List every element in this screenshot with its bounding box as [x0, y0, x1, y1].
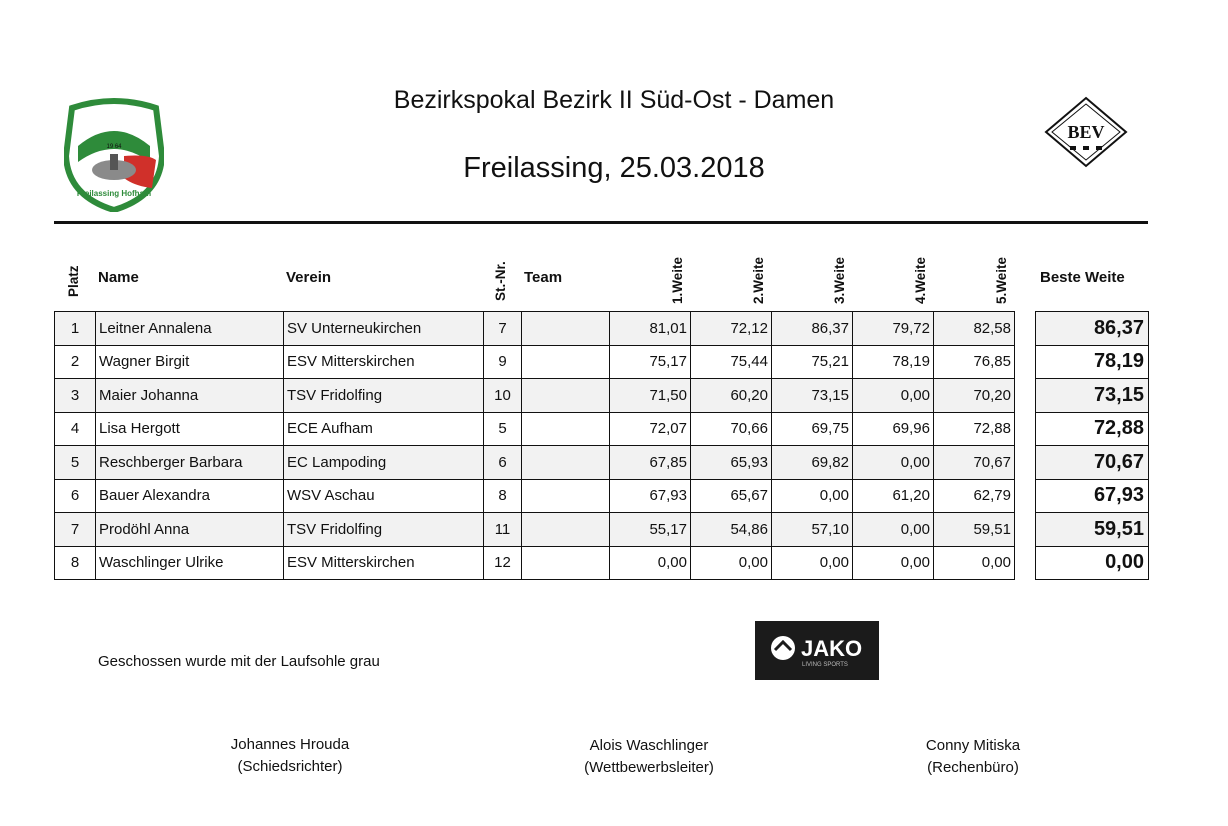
club-logo-text-top: Eisstockclub	[83, 108, 145, 119]
cell-weite-4: 0,00	[853, 546, 934, 580]
cell-weite-2: 65,93	[691, 446, 772, 480]
club-logo-text-bottom: Freilassing Hofham	[76, 189, 152, 198]
cell-weite-3: 75,21	[772, 345, 853, 379]
cell-weite-4: 78,19	[853, 345, 934, 379]
cell-stnr: 8	[484, 479, 522, 513]
club-logo-year: 19 64	[106, 144, 122, 150]
cell-name: Waschlinger Ulrike	[96, 546, 284, 580]
col-header-weite-1: 1.Weite	[670, 256, 685, 304]
cell-verein: EC Lampoding	[284, 446, 484, 480]
cell-weite-4: 0,00	[853, 446, 934, 480]
cell-weite-5: 0,00	[934, 546, 1015, 580]
cell-beste-weite: 86,37	[1036, 312, 1149, 346]
cell-beste-weite: 72,88	[1036, 412, 1149, 446]
cell-weite-1: 72,07	[610, 412, 691, 446]
cell-weite-4: 0,00	[853, 379, 934, 413]
cell-weite-5: 72,88	[934, 412, 1015, 446]
sponsor-logo	[755, 621, 879, 680]
cell-weite-1: 0,00	[610, 546, 691, 580]
best-row	[1036, 345, 1149, 379]
header-divider	[54, 221, 1148, 224]
cell-team	[522, 379, 610, 413]
cell-weite-2: 0,00	[691, 546, 772, 580]
cell-weite-3: 73,15	[772, 379, 853, 413]
best-row	[1036, 479, 1149, 513]
cell-name: Maier Johanna	[96, 379, 284, 413]
cell-weite-3: 0,00	[772, 479, 853, 513]
cell-platz: 1	[55, 312, 96, 346]
col-header-weite-3: 3.Weite	[832, 256, 847, 304]
cell-verein: SV Unterneukirchen	[284, 312, 484, 346]
signature-rechenbuero	[863, 735, 1083, 779]
cell-weite-2: 72,12	[691, 312, 772, 346]
cell-platz: 8	[55, 546, 96, 580]
cell-weite-1: 71,50	[610, 379, 691, 413]
signature-name: Alois Waschlinger	[589, 737, 709, 754]
col-header-stnr: St.-Nr.	[493, 261, 508, 301]
page-subtitle: Freilassing, 25.03.2018	[463, 152, 765, 184]
cell-stnr: 6	[484, 446, 522, 480]
best-row	[1036, 379, 1149, 413]
signature-role: (Wettbewerbsleiter)	[584, 759, 714, 776]
cell-stnr: 5	[484, 412, 522, 446]
best-row	[1036, 312, 1149, 346]
best-row	[1036, 513, 1149, 547]
cell-name: Reschberger Barbara	[96, 446, 284, 480]
cell-team	[522, 345, 610, 379]
table-row	[55, 379, 1015, 413]
cell-weite-3: 0,00	[772, 546, 853, 580]
table-row	[55, 513, 1015, 547]
col-header-beste-weite: Beste Weite	[1040, 269, 1125, 286]
cell-verein: ECE Aufham	[284, 412, 484, 446]
cell-weite-2: 70,66	[691, 412, 772, 446]
best-row	[1036, 412, 1149, 446]
signature-role: (Rechenbüro)	[927, 759, 1019, 776]
cell-weite-1: 67,85	[610, 446, 691, 480]
cell-stnr: 12	[484, 546, 522, 580]
best-row	[1036, 546, 1149, 580]
table-row	[55, 312, 1015, 346]
signature-name: Johannes Hrouda	[230, 736, 350, 753]
cell-weite-2: 65,67	[691, 479, 772, 513]
cell-weite-4: 61,20	[853, 479, 934, 513]
cell-verein: ESV Mitterskirchen	[284, 345, 484, 379]
results-table	[54, 311, 1015, 580]
col-header-weite-4: 4.Weite	[913, 256, 928, 304]
col-header-platz: Platz	[66, 265, 81, 297]
cell-weite-1: 55,17	[610, 513, 691, 547]
cell-stnr: 7	[484, 312, 522, 346]
cell-verein: TSV Fridolfing	[284, 513, 484, 547]
table-row	[55, 479, 1015, 513]
cell-weite-5: 82,58	[934, 312, 1015, 346]
cell-name: Leitner Annalena	[96, 312, 284, 346]
cell-name: Wagner Birgit	[96, 345, 284, 379]
cell-team	[522, 446, 610, 480]
best-row	[1036, 446, 1149, 480]
cell-weite-2: 75,44	[691, 345, 772, 379]
cell-platz: 5	[55, 446, 96, 480]
cell-verein: WSV Aschau	[284, 479, 484, 513]
cell-weite-3: 57,10	[772, 513, 853, 547]
cell-name: Bauer Alexandra	[96, 479, 284, 513]
cell-weite-2: 60,20	[691, 379, 772, 413]
signature-wettbewerbsleiter	[539, 735, 759, 779]
table-row	[55, 546, 1015, 580]
cell-beste-weite: 0,00	[1036, 546, 1149, 580]
cell-beste-weite: 70,67	[1036, 446, 1149, 480]
cell-platz: 2	[55, 345, 96, 379]
cell-team	[522, 412, 610, 446]
cell-beste-weite: 73,15	[1036, 379, 1149, 413]
cell-beste-weite: 78,19	[1036, 345, 1149, 379]
col-header-weite-2: 2.Weite	[751, 256, 766, 304]
col-header-verein: Verein	[286, 269, 332, 286]
cell-team	[522, 479, 610, 513]
cell-stnr: 11	[484, 513, 522, 547]
signature-schiedsrichter	[180, 734, 400, 778]
best-distance-table	[1035, 311, 1149, 580]
cell-stnr: 9	[484, 345, 522, 379]
cell-weite-5: 70,67	[934, 446, 1015, 480]
cell-platz: 4	[55, 412, 96, 446]
club-logo	[64, 96, 164, 212]
cell-name: Lisa Hergott	[96, 412, 284, 446]
cell-weite-1: 75,17	[610, 345, 691, 379]
cell-platz: 6	[55, 479, 96, 513]
cell-verein: ESV Mitterskirchen	[284, 546, 484, 580]
page-title: Bezirkspokal Bezirk II Süd-Ost - Damen	[393, 86, 835, 114]
cell-weite-4: 0,00	[853, 513, 934, 547]
cell-platz: 7	[55, 513, 96, 547]
cell-weite-2: 54,86	[691, 513, 772, 547]
cell-weite-5: 59,51	[934, 513, 1015, 547]
cell-weite-4: 69,96	[853, 412, 934, 446]
col-header-team: Team	[524, 269, 563, 286]
bev-logo-text: BEV	[1067, 122, 1105, 142]
cell-name: Prodöhl Anna	[96, 513, 284, 547]
cell-platz: 3	[55, 379, 96, 413]
cell-team	[522, 513, 610, 547]
table-row	[55, 412, 1015, 446]
table-row	[55, 446, 1015, 480]
signature-name: Conny Mitiska	[925, 737, 1021, 754]
col-header-name: Name	[98, 269, 139, 286]
footer-note: Geschossen wurde mit der Laufsohle grau	[98, 653, 380, 670]
cell-weite-1: 81,01	[610, 312, 691, 346]
cell-beste-weite: 59,51	[1036, 513, 1149, 547]
cell-weite-1: 67,93	[610, 479, 691, 513]
sponsor-name: JAKO	[801, 636, 863, 661]
cell-weite-5: 76,85	[934, 345, 1015, 379]
bev-logo	[1044, 96, 1128, 168]
cell-team	[522, 546, 610, 580]
cell-weite-4: 79,72	[853, 312, 934, 346]
cell-weite-3: 69,75	[772, 412, 853, 446]
table-row	[55, 345, 1015, 379]
cell-weite-5: 70,20	[934, 379, 1015, 413]
cell-beste-weite: 67,93	[1036, 479, 1149, 513]
cell-team	[522, 312, 610, 346]
sponsor-tagline: LIVING SPORTS	[802, 662, 848, 668]
col-header-weite-5: 5.Weite	[994, 256, 1009, 304]
cell-weite-5: 62,79	[934, 479, 1015, 513]
cell-weite-3: 86,37	[772, 312, 853, 346]
signature-role: (Schiedsrichter)	[237, 758, 343, 775]
cell-verein: TSV Fridolfing	[284, 379, 484, 413]
cell-weite-3: 69,82	[772, 446, 853, 480]
cell-stnr: 10	[484, 379, 522, 413]
